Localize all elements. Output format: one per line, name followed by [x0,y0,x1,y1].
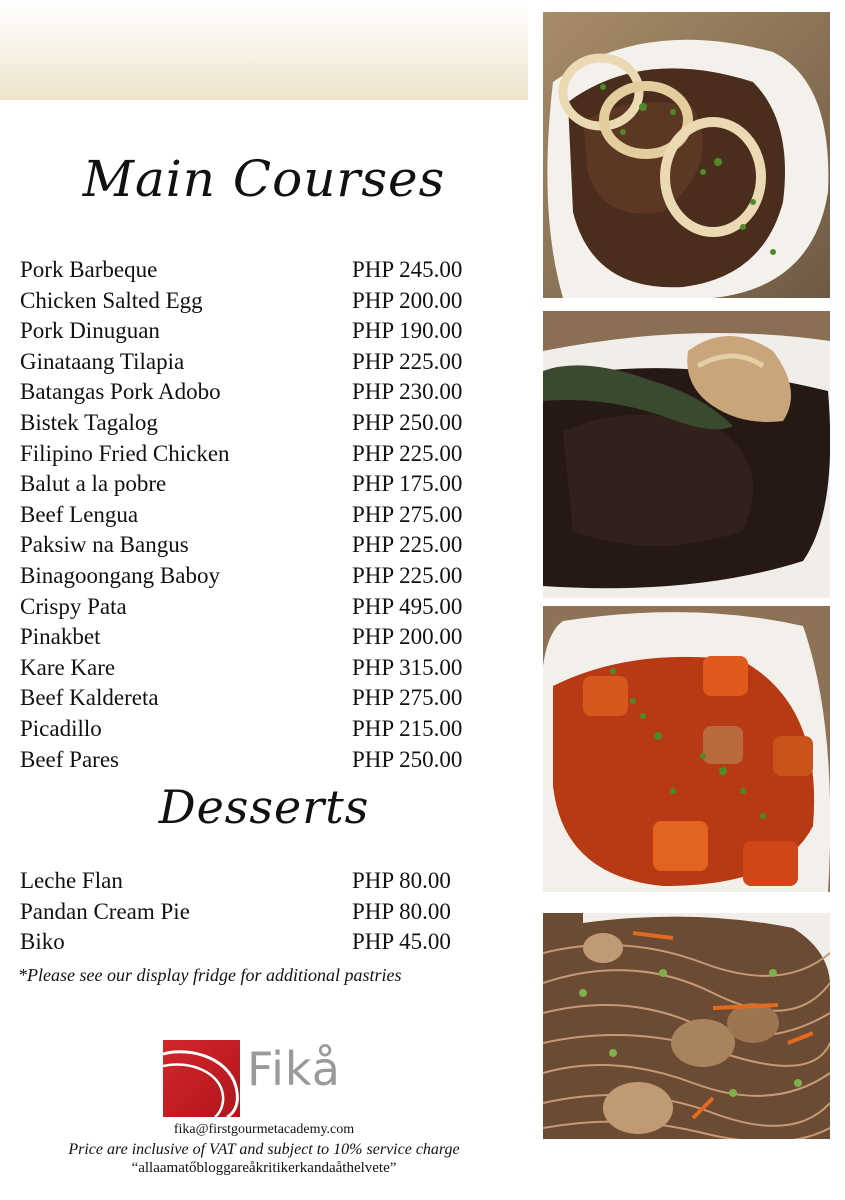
menu-item-name: Filipino Fried Chicken [20,440,230,466]
menu-item-price: PHP 225.00 [352,348,463,374]
menu-item-name: Kare Kare [20,654,116,680]
dinuguan-chicharon-photo [543,311,830,598]
menu-item-price: PHP 190.00 [352,318,463,344]
tagline-quote: “allaamatőbloggareåkritikerkandaåthelvete” [131,1160,397,1176]
menu-item-name: Ginataang Tilapia [20,348,185,374]
menu-item-name: Leche Flan [20,868,123,893]
menu-item-name: Beef Pares [20,746,119,772]
menu-item-price: PHP 230.00 [352,379,463,405]
header-band [0,0,528,100]
brand-name: Fikå [247,1042,341,1096]
beef-steak-onions-photo [543,12,830,298]
menu-item-price: PHP 275.00 [352,685,463,711]
menu-item-name: Balut a la pobre [20,471,167,497]
menu-item-price: PHP 200.00 [352,624,463,650]
logo-swoosh-icon [163,1040,240,1117]
menu-item-price: PHP 245.00 [352,257,463,282]
menu-item-price: PHP 80.00 [352,898,451,924]
menu-item-price: PHP 80.00 [352,868,451,893]
menu-item-name: Batangas Pork Adobo [20,379,221,405]
menu-item-name: Bistek Tagalog [20,409,158,435]
menu-item-price: PHP 315.00 [352,654,463,680]
menu-item-name: Chicken Salted Egg [20,287,203,313]
menu-item-name: Paksiw na Bangus [20,532,189,558]
menu-item-price: PHP 250.00 [352,409,463,435]
menu-item-price: PHP 215.00 [352,715,463,741]
contact-email: fika@firstgourmetacademy.com [173,1122,355,1137]
menu-item-name: Picadillo [20,715,102,741]
menu-item-price: PHP 250.00 [352,746,463,772]
menu-item-name: Pandan Cream Pie [20,898,190,924]
menu-item-price: PHP 275.00 [352,501,463,527]
menu-item-name: Crispy Pata [20,593,127,619]
menu-item-name: Pork Dinuguan [20,318,160,344]
desserts-title: Desserts [158,780,370,834]
menu-item-price: PHP 225.00 [352,532,463,558]
vat-note: Price are inclusive of VAT and subject to 10% service charge [68,1141,460,1158]
fika-logo [163,1038,353,1118]
menu-item-price: PHP 200.00 [352,287,463,313]
main-courses-title: Main Courses [82,150,446,208]
menu-item-name: Binagoongang Baboy [20,562,220,588]
menu-item-price: PHP 225.00 [352,562,463,588]
menu-item-name: Pork Barbeque [20,257,158,282]
pancit-bihon-noodles-photo [543,913,830,1139]
menu-item-price: PHP 225.00 [352,440,463,466]
menu-item-name: Pinakbet [20,624,101,650]
menu-item-name: Beef Kaldereta [20,685,159,711]
kaldereta-stew-photo [543,606,830,892]
menu-item-name: Biko [20,929,65,955]
menu-item-price: PHP 495.00 [352,593,463,619]
menu-item-price: PHP 175.00 [352,471,463,497]
pastries-note: *Please see our display fridge for additional pastries [18,965,402,985]
menu-item-name: Beef Lengua [20,501,139,527]
menu-item-price: PHP 45.00 [352,929,451,955]
